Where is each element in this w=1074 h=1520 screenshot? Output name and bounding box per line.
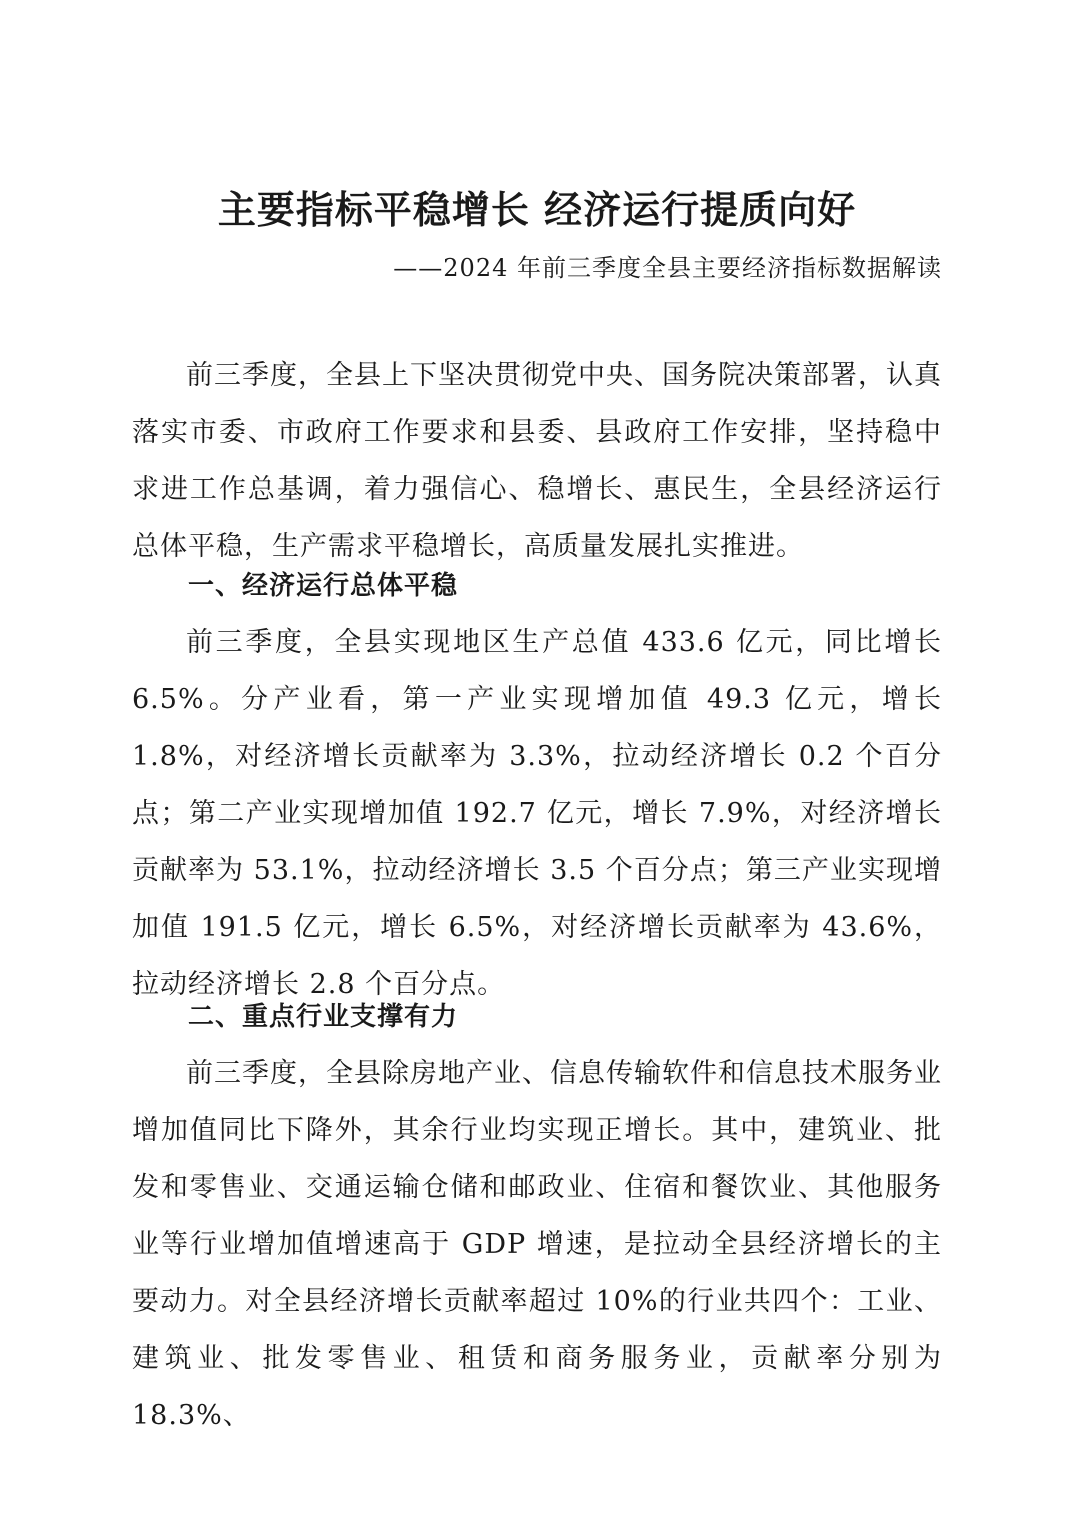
body-paragraph-section-2: 前三季度，全县除房地产业、信息传输软件和信息技术服务业增加值同比下降外，其余行业均实现正增长。其中，建筑业、批发和零售业、交通运输仓储和邮政业、住宿和餐饮业、其他服务业等行业增加值增速高于 GDP 增速，是拉动全县经济增长的主要动力。对全县经济增长贡献率超过 10%的行业共四个：工业、建筑业、批发零售业、租赁和商务服务业，贡献率分别为 18.3%、 [132,1058,942,1431]
body-paragraph-section-1: 前三季度，全县实现地区生产总值 433.6 亿元，同比增长 6.5%。分产业看，第一产业实现增加值 49.3 亿元，增长 1.8%，对经济增长贡献率为 3.3%，拉动经济增长 0.2 个百分点；第二产业实现增加值 192.7 亿元，增长 7.9%，对经济增长贡献率为 53.1%，拉动经济增长 3.5 个百分点；第三产业实现增加值 191.5 亿元，增长 6.5%，对经济增长贡献率为 43.6%，拉动经济增长 2.8 个百分点。 [132,627,942,1000]
page-title: 主要指标平稳增长 经济运行提质向好 [217,188,857,232]
body-paragraph-intro: 前三季度，全县上下坚决贯彻党中央、国务院决策部署，认真落实市委、市政府工作要求和县委、县政府工作安排，坚持稳中求进工作总基调，着力强信心、稳增长、惠民生，全县经济运行总体平稳，生产需求平稳增长，高质量发展扎实推进。 [132,360,942,562]
section-heading-1: 一、经济运行总体平稳 [188,571,459,601]
section-heading-2: 二、重点行业支撑有力 [188,1002,459,1032]
page-subtitle: ——2024 年前三季度全县主要经济指标数据解读 [393,254,942,282]
